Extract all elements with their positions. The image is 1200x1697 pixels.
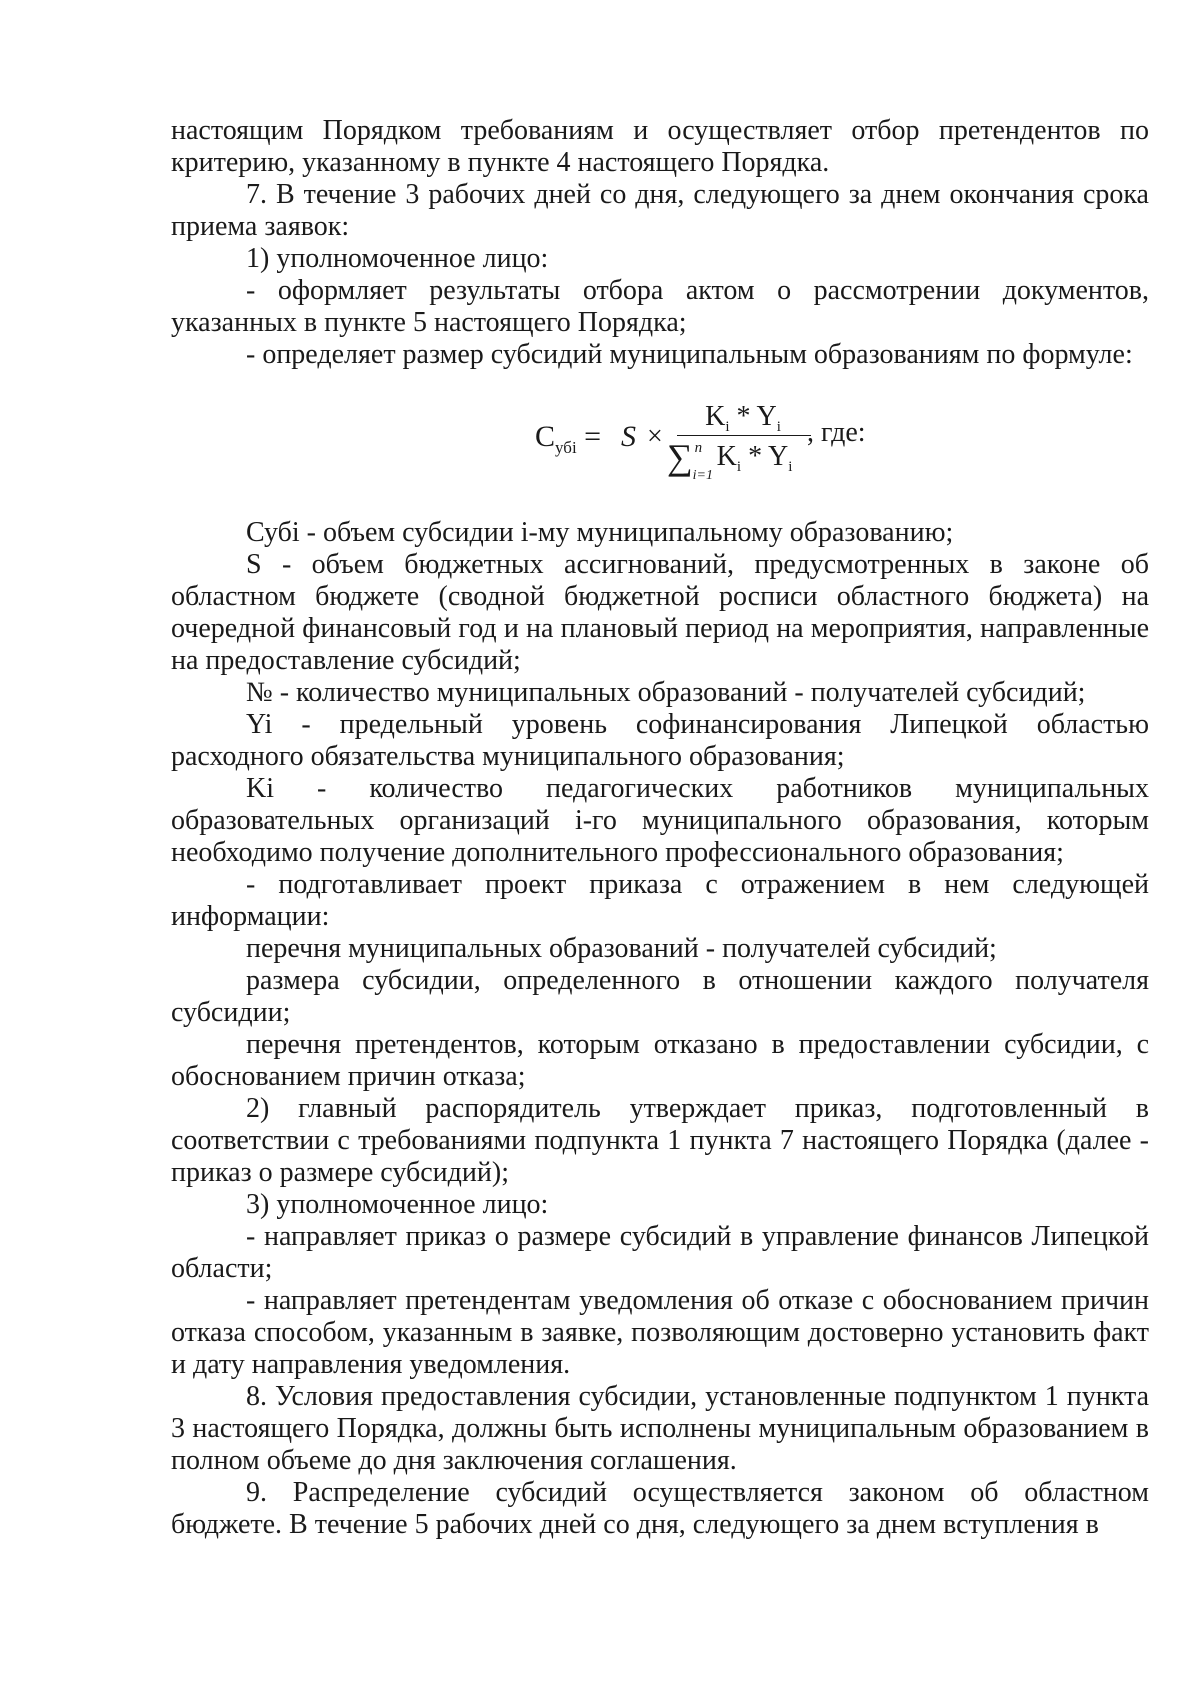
paragraph-item-8: 8. Условия предоставления субсидии, установленные подпунктом 1 пункта 3 настоящего Порядка, должны быть исполнены муниципальным образованием в полном объеме до дня заключения соглашения. — [171, 1381, 1149, 1476]
formula-num-y-sub: i — [776, 419, 781, 435]
formula-den-y-sub: i — [788, 459, 793, 475]
formula-lhs — [535, 421, 601, 457]
paragraph-list-refused: перечня претендентов, которым отказано в предоставлении субсидии, с обоснованием причин отказа; — [171, 1029, 1149, 1092]
definition-k-i: Ki - количество педагогических работников муниципальных образовательных организаций i-го муниципального образования, которым необходимо получение дополнительного профессионального образования; — [171, 773, 1149, 868]
formula-equals: = — [584, 420, 602, 453]
formula-sigma-limits — [692, 439, 717, 483]
paragraph-list-recipients: перечня муниципальных образований - получателей субсидий; — [246, 933, 997, 964]
paragraph-send-order: - направляет приказ о размере субсидий в управление финансов Липецкой области; — [171, 1221, 1149, 1284]
formula-sigma-upper: n — [694, 439, 703, 456]
paragraph-subitem-3: 3) уполномоченное лицо: — [246, 1189, 549, 1220]
formula-num-y: * Y — [729, 401, 777, 432]
paragraph-prepare-order: - подготавливает проект приказа с отражением в нем следующей информации: — [171, 869, 1149, 932]
formula-num-k-sub: i — [725, 419, 730, 435]
formula-den-k-sub: i — [736, 459, 742, 475]
paragraph-act-of-review: - оформляет результаты отбора актом о рассмотрении документов, указанных в пункте 5 настоящего Порядка; — [171, 275, 1149, 338]
paragraph-formula-intro: - определяет размер субсидий муниципальным образованиям по формуле: — [246, 339, 1133, 370]
subsidy-formula — [171, 371, 1149, 517]
document-body — [171, 115, 1149, 1541]
formula-lhs-symbol: С — [535, 420, 556, 453]
formula-where: , где: — [807, 417, 866, 448]
paragraph-item-7: 7. В течение 3 рабочих дней со дня, следующего за днем окончания срока приема заявок: — [171, 179, 1149, 242]
definition-y-i: Yi - предельный уровень софинансирования Липецкой областью расходного обязательства муниципального образования; — [171, 709, 1149, 772]
formula-sigma-lower: i=1 — [692, 467, 714, 483]
paragraph-subsidy-size: размера субсидии, определенного в отношении каждого получателя субсидии; — [171, 965, 1149, 1028]
formula-sigma: ∑ — [667, 437, 693, 477]
paragraph-intro: настоящим Порядком требованиям и осуществляет отбор претендентов по критерию, указанному в пункте 4 настоящего Порядка. — [171, 115, 1149, 178]
formula-den-k: K — [716, 441, 737, 472]
definition-s: S - объем бюджетных ассигнований, предусмотренных в законе об областном бюджете (сводной бюджетной росписи областного бюджета) на очередной финансовый год и на плановый период на мероприятия, направленные на предоставление субсидий; — [171, 549, 1149, 676]
paragraph-item-9: 9. Распределение субсидий осуществляется законом об областном бюджете. В течение 5 рабочих дней со дня, следующего за днем вступления в — [171, 1477, 1149, 1540]
formula-num-k: K — [705, 401, 726, 432]
definition-n: № - количество муниципальных образований - получателей субсидий; — [246, 677, 1086, 708]
paragraph-subitem-1: 1) уполномоченное лицо: — [246, 243, 549, 274]
formula-denominator — [667, 437, 823, 483]
paragraph-subitem-2: 2) главный распорядитель утверждает приказ, подготовленный в соответствии с требованиями подпункта 1 пункта 7 настоящего Порядка (далее - приказ о размере субсидий); — [171, 1093, 1149, 1188]
formula-den-y: * Y — [741, 441, 789, 472]
formula-s-symbol: S — [621, 420, 636, 453]
definition-sub-i: Субi - объем субсидии i-му муниципальному образованию; — [246, 517, 954, 548]
formula-lhs-subscript: убi — [555, 438, 577, 457]
paragraph-send-refusals: - направляет претендентам уведомления об отказе с обоснованием причин отказа способом, указанным в заявке, позволяющим достоверно установить факт и дату направления уведомления. — [171, 1285, 1149, 1380]
formula-times: × — [647, 421, 663, 452]
